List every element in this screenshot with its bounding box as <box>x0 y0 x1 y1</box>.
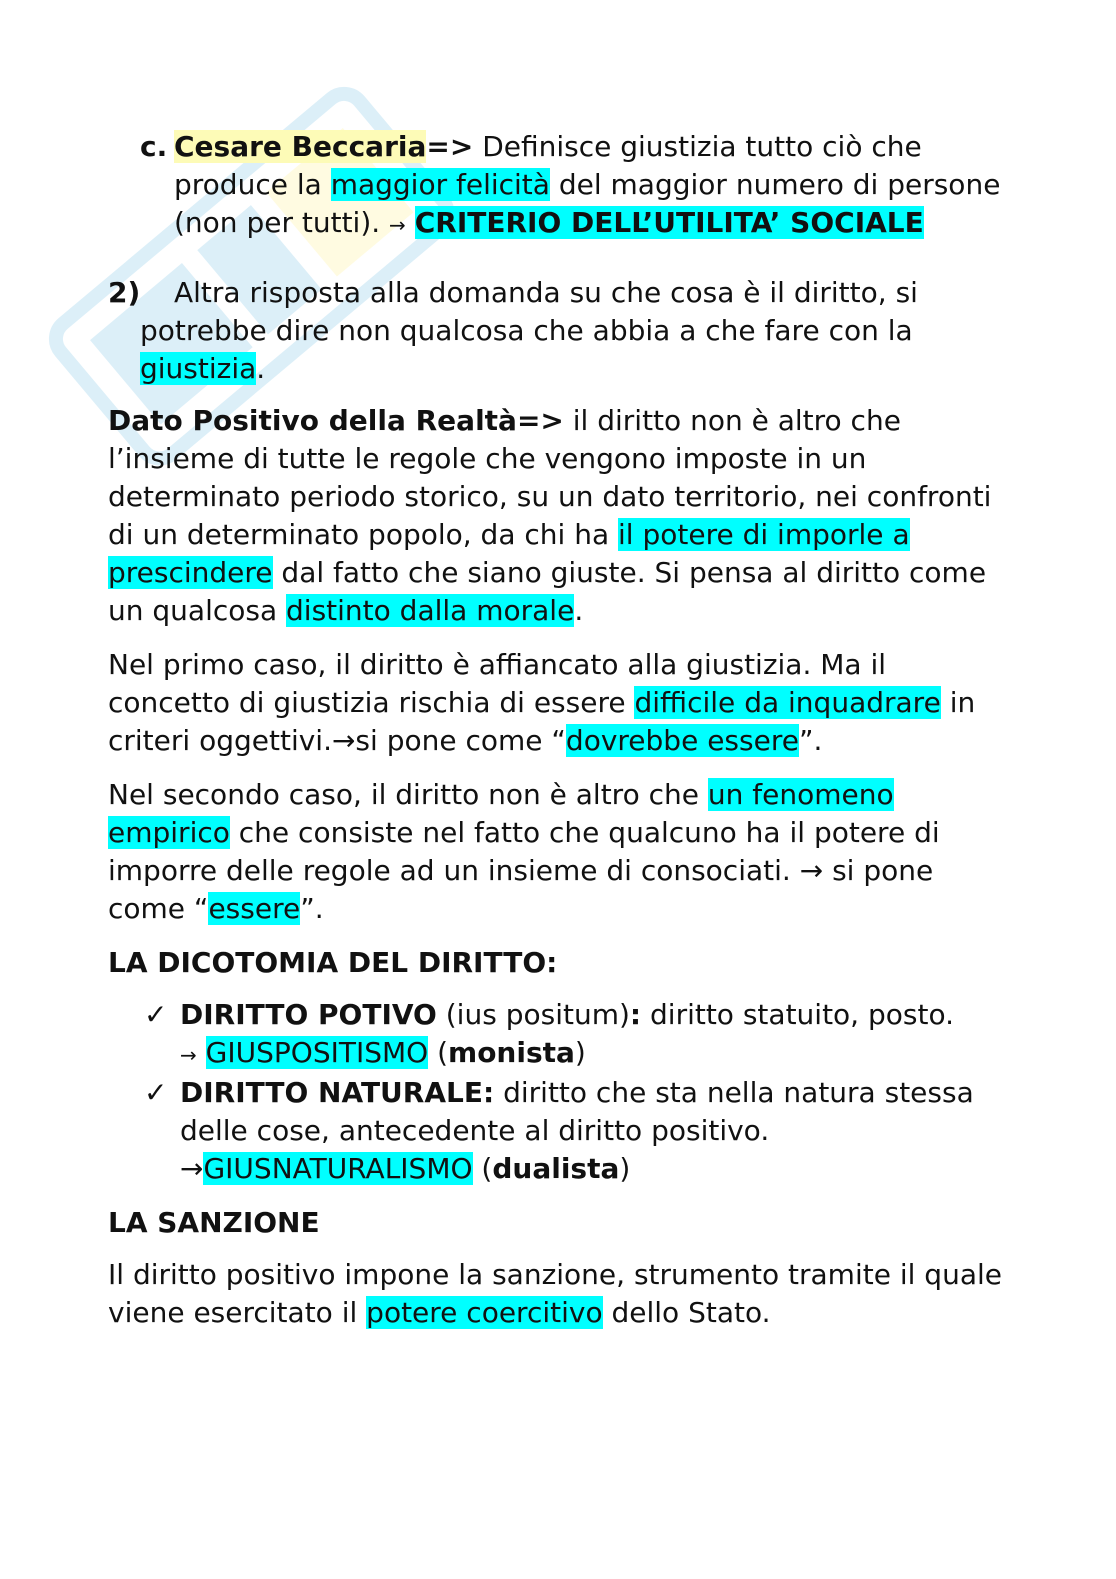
criterion-highlight: CRITERIO DELL’UTILITA’ SOCIALE <box>414 206 924 239</box>
paragraph-secondo-caso <box>108 776 1008 928</box>
arrow-icon: → <box>180 1152 204 1185</box>
body-text: Altra risposta alla domanda su che cosa è il diritto, si potrebbe dire non qualcosa che abbia a che fare con la <box>140 276 918 347</box>
body-text: Nel primo caso, il diritto è affiancato alla giustizia. Ma il concetto di giustizia rischia di essere <box>108 648 887 719</box>
author-name: Cesare Beccaria <box>174 130 427 163</box>
section-heading-sanzione <box>108 1204 1008 1242</box>
body-text: Definisce giustizia tutto ciò che produce la <box>174 130 922 201</box>
arrow-symbol: => <box>426 130 474 163</box>
highlight: distinto dalla morale <box>286 594 575 627</box>
body-text: ( <box>428 1036 449 1069</box>
body-text: ”. <box>798 724 823 757</box>
list-number: 2) <box>108 276 141 309</box>
heading-text: LA SANZIONE <box>108 1206 320 1239</box>
term-bold: dualista <box>492 1152 620 1185</box>
highlight: un fenomeno empirico <box>108 778 894 849</box>
body-text: Il diritto positivo impone la sanzione, strumento tramite il quale viene esercitato il <box>108 1258 1002 1329</box>
body-text <box>406 206 415 239</box>
paragraph-primo-caso <box>108 646 1008 760</box>
body-text: Nel secondo caso, il diritto non è altro che <box>108 778 708 811</box>
body-text: dal fatto che siano giuste. Si pensa al diritto come un qualcosa <box>108 556 987 627</box>
body-text: dello Stato. <box>602 1296 771 1329</box>
highlight: dovrebbe essere <box>565 724 799 757</box>
highlight: GIUSNATURALISMO <box>203 1152 473 1185</box>
list-item-c <box>108 128 1008 244</box>
checkmark-icon: ✓ <box>144 1076 168 1109</box>
arrow-icon: → <box>389 213 406 237</box>
paragraph-dato-positivo <box>108 402 1008 630</box>
body-text: diritto statuito, posto. <box>641 998 954 1031</box>
list-label: c. <box>140 130 168 163</box>
arrow-icon: → <box>180 1043 197 1067</box>
body-text: in criteri oggettivi.→si pone come “ <box>108 686 976 757</box>
term-heading: Dato Positivo della Realtà=> <box>108 404 564 437</box>
body-text: ) <box>574 1036 586 1069</box>
term-heading: DIRITTO NATURALE: <box>180 1076 495 1109</box>
highlight: il potere di imporle a prescindere <box>108 518 910 589</box>
colon: : <box>629 998 642 1031</box>
checkmark-icon: ✓ <box>144 998 168 1031</box>
highlight: GIUSPOSITISMO <box>205 1036 429 1069</box>
body-text: (ius positum) <box>436 998 630 1031</box>
checklist-item-naturale <box>108 1074 1008 1188</box>
body-text: . <box>256 352 266 385</box>
term-heading: DIRITTO POTIVO <box>180 998 437 1031</box>
document-page <box>108 128 1008 1332</box>
body-text: del maggior numero di persone (non per tutti). <box>174 168 1001 239</box>
body-text: ”. <box>300 892 324 925</box>
body-text: diritto che sta nella natura stessa delle cose, antecedente al diritto positivo. <box>180 1076 974 1147</box>
body-text: il diritto non è altro che l’insieme di tutte le regole che vengono imposte in un determinato periodo storico, su un dato territorio, nei confronti di un determinato popolo, da chi ha <box>108 404 992 551</box>
highlight: difficile da inquadrare <box>634 686 941 719</box>
body-text: ) <box>619 1152 631 1185</box>
heading-text: LA DICOTOMIA DEL DIRITTO: <box>108 946 558 979</box>
paragraph-sanzione <box>108 1256 1008 1332</box>
list-item-2 <box>108 274 1008 388</box>
highlight: giustizia <box>140 352 257 385</box>
highlight: essere <box>208 892 301 925</box>
body-text: . <box>574 594 584 627</box>
section-heading-dicotomia <box>108 944 1008 982</box>
highlight: potere coercitivo <box>366 1296 603 1329</box>
body-text: ( <box>472 1152 493 1185</box>
term-bold: monista <box>448 1036 575 1069</box>
checklist-item-positivo <box>108 996 1008 1074</box>
body-text: che consiste nel fatto che qualcuno ha il potere di imporre delle regole ad un insieme di consociati. → si pone come “ <box>108 816 940 925</box>
highlight: maggior felicità <box>330 168 550 201</box>
